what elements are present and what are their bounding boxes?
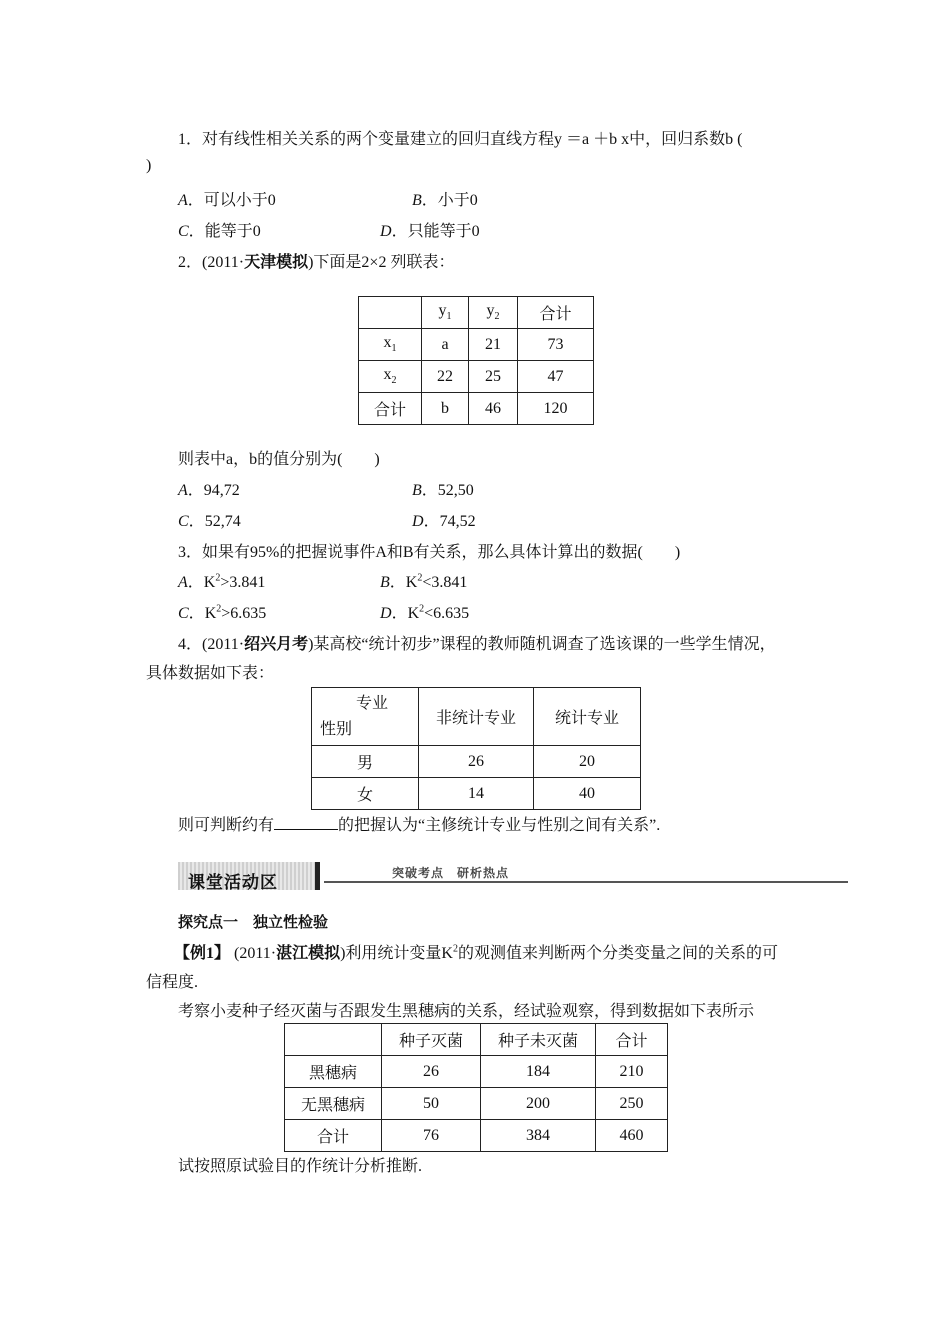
q2-suffix: )下面是2×2 列联表：: [308, 254, 455, 271]
q4-diag-top: 专业: [355, 695, 388, 712]
example1-closing: 试按照原试验目的作统计分析推断.: [178, 1158, 423, 1175]
q1-option-a-text: 可以小于0: [203, 192, 276, 209]
table-cell: 46: [469, 393, 518, 425]
q4-col-nonstat: 非统计专业: [419, 688, 534, 746]
table-cell: 25: [469, 361, 518, 393]
q2-contingency-table: [358, 296, 594, 425]
table-cell: 20: [534, 746, 641, 778]
table-cell: 40: [534, 778, 641, 810]
q2-source: 天津模拟: [244, 254, 309, 271]
q4-diagonal-header: [312, 688, 419, 746]
q4-answer-pre: 则可判断约有: [178, 817, 275, 834]
q2-option-d-text: 74,52: [439, 513, 476, 530]
example1-text2: 的观测值来判断两个分类变量之间的关系的可: [457, 945, 778, 962]
q3-option-d: D．$K^2<6.635$: [380, 603, 470, 622]
q1-option-a: A．可以小于0: [178, 192, 276, 209]
q2-option-a-text: 94,72: [203, 482, 240, 499]
q3-option-b-text: <3.841: [422, 574, 468, 591]
table-cell: 200: [481, 1088, 596, 1120]
table-cell: 无黑穗病: [285, 1088, 382, 1120]
q3-option-d-text: <6.635: [424, 605, 470, 622]
table-cell: 黑穗病: [285, 1056, 382, 1088]
q2-header-empty: [359, 297, 422, 329]
table-cell: 26: [382, 1056, 481, 1088]
example1-para: 考察小麦种子经灭菌与否跟发生黑穗病的关系，经试验观察，得到数据如下表所示: [178, 1003, 755, 1020]
q2-stem: [178, 249, 454, 272]
table-cell: 21: [469, 329, 518, 361]
q2-header-total: 合计: [518, 297, 594, 329]
table-cell: a: [422, 329, 469, 361]
q3-stem: 3．如果有95%的把握说事件A和B有关系，那么具体计算出的数据( ): [178, 544, 681, 561]
q2-row-x1-label: $x_1$: [359, 329, 422, 361]
q3-k-symbol: K: [204, 605, 217, 622]
q4-diag-bottom: 性别: [320, 721, 353, 738]
q2-option-d: D．74,52: [412, 513, 476, 530]
table-cell: b: [422, 393, 469, 425]
example1-pre: (2011·: [230, 945, 277, 962]
table-cell: 50: [382, 1088, 481, 1120]
q4-line2: 具体数据如下表：: [146, 665, 275, 682]
q3-k-symbol: K: [407, 605, 420, 622]
q1-stem: 1．对有线性相关关系的两个变量建立的回归直线方程y ＝a ＋b x中，回归系数b (: [178, 131, 743, 148]
section-banner: [178, 858, 848, 892]
banner-subtitle: 突破考点 研析热点: [392, 866, 510, 880]
q2-question: 则表中a，b的值分别为( ): [178, 451, 380, 468]
q4-table: [311, 687, 641, 810]
table-cell: 250: [596, 1088, 668, 1120]
example1-line1: 【例1】 (2011·湛江模拟)利用统计变量$K^2$的观测值来判断两个分类变量之间的关系的可: [174, 943, 778, 962]
table-cell: 男: [312, 746, 419, 778]
q3-option-b: B．$K^2<3.841$: [380, 572, 468, 591]
banner-rule: [324, 881, 848, 883]
q3-k-symbol: K: [405, 574, 418, 591]
q2-prefix: 2．(2011·: [178, 254, 245, 271]
q3-k-symbol: K: [203, 574, 216, 591]
table-cell: 47: [518, 361, 594, 393]
q4-source: 绍兴月考: [244, 636, 309, 653]
example1-source: 湛江模拟: [276, 945, 341, 962]
table-cell: 26: [419, 746, 534, 778]
table-cell: 14: [419, 778, 534, 810]
q1-stem-end: ): [146, 157, 152, 174]
q3-option-a: A．$K^2>3.841$: [178, 572, 266, 591]
q2-option-b: B．52,50: [412, 482, 474, 499]
table-cell: 22: [422, 361, 469, 393]
q3-option-c: C．$K^2>6.635$: [178, 603, 267, 622]
section-heading: 探究点一 独立性检验: [178, 913, 329, 931]
answer-blank[interactable]: [274, 815, 338, 830]
q1-option-d-text: 只能等于0: [407, 223, 480, 240]
banner-title: 课堂活动区: [188, 873, 278, 893]
q1-option-c-text: 能等于0: [204, 223, 261, 240]
example1-text: )利用统计变量K: [340, 945, 453, 962]
q2-option-c-text: 52,74: [204, 513, 241, 530]
q4-suffix: )某高校“统计初步”课程的教师随机调查了选该课的一些学生情况，: [308, 636, 776, 653]
table-cell: 73: [518, 329, 594, 361]
q4-answer-post: 的把握认为“主修统计专业与性别之间有关系”.: [338, 817, 661, 834]
q2-header-y2: $y_2$: [469, 297, 518, 329]
table-cell: 种子灭菌: [382, 1024, 481, 1056]
table-cell: 种子未灭菌: [481, 1024, 596, 1056]
table-cell: 合计: [359, 393, 422, 425]
table-cell: 120: [518, 393, 594, 425]
table-cell: 384: [481, 1120, 596, 1152]
table-cell: 合计: [285, 1120, 382, 1152]
q1-option-d: D．只能等于0: [380, 223, 480, 240]
table-cell: 76: [382, 1120, 481, 1152]
banner-box: [178, 862, 320, 893]
example1-table: [284, 1023, 668, 1152]
example1-tag: 【例1】: [174, 945, 231, 962]
q3-option-a-text: >3.841: [220, 574, 266, 591]
table-cell: [285, 1024, 382, 1056]
q4-prefix: 4．(2011·: [178, 636, 245, 653]
q2-option-a: A．94,72: [178, 482, 240, 499]
q2-header-y1: $y_1$: [422, 297, 469, 329]
q2-option-c: C．52,74: [178, 513, 241, 530]
table-cell: 210: [596, 1056, 668, 1088]
q2-row-x2-label: $x_2$: [359, 361, 422, 393]
table-cell: 460: [596, 1120, 668, 1152]
table-cell: 184: [481, 1056, 596, 1088]
table-cell: 女: [312, 778, 419, 810]
q1-option-b: B．小于0: [412, 192, 478, 209]
q2-option-b-text: 52,50: [437, 482, 474, 499]
q4-col-stat: 统计专业: [534, 688, 641, 746]
q4-stem: [178, 631, 776, 654]
table-cell: 合计: [596, 1024, 668, 1056]
q3-option-c-text: >6.635: [221, 605, 267, 622]
q1-option-c: C．能等于0: [178, 223, 261, 240]
q4-answer-line: [178, 812, 660, 835]
example1-line2: 信程度.: [146, 974, 199, 991]
q1-option-b-text: 小于0: [437, 192, 478, 209]
